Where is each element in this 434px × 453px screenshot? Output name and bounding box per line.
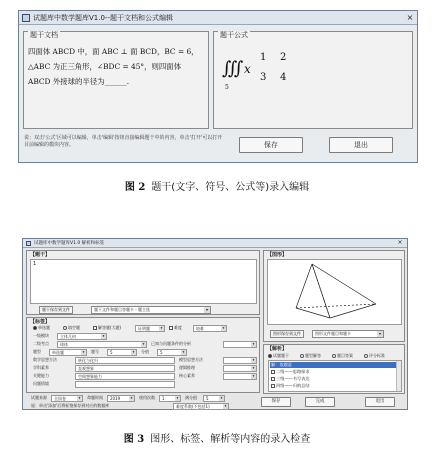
hint-text: 说：双击'公式'区域可以编辑，单击'编辑'按钮直接编辑题干中的内容，单击'打开'可以打开目前编辑的模块内容。 — [24, 135, 223, 148]
chevron-down-icon: ▾ — [205, 307, 208, 312]
title-bar — [23, 239, 407, 248]
stem-file-select[interactable] — [91, 306, 211, 314]
chevron-down-icon: ▾ — [222, 326, 225, 330]
app-icon — [22, 14, 30, 22]
caption-number: 图 3 — [123, 434, 145, 445]
stem-panel — [26, 250, 260, 315]
figure-caption-2 — [0, 178, 434, 193]
analysis-tab-solution[interactable]: 题型解答 — [300, 353, 321, 359]
figure-canvas[interactable] — [267, 259, 402, 325]
side-select[interactable] — [223, 357, 257, 364]
figure-file-select[interactable] — [312, 330, 384, 338]
list-item[interactable]: 三级——书写表达 — [271, 376, 310, 382]
analysis-tab-answer[interactable]: 题目答案 — [332, 353, 353, 359]
time-field[interactable]: 2019 ▾ — [107, 395, 135, 402]
row-label-ability: 关键能力 — [33, 373, 49, 378]
tetrahedron-figure — [268, 260, 401, 324]
difficulty-select[interactable]: 难度系数(不包括1) ▾ — [173, 403, 229, 410]
side-label: 模型思想方法 — [179, 357, 203, 362]
integral-subscript: 5 — [225, 84, 229, 91]
caption-text: 题干(文字、符号、公式等)录入编辑 — [151, 182, 310, 193]
number-label: 题号 — [91, 349, 99, 354]
analysis-panel-title: 【解析】 — [267, 346, 288, 352]
chevron-down-icon: ▾ — [142, 342, 145, 346]
side-select[interactable] — [223, 365, 257, 372]
analysis-panel — [263, 344, 405, 394]
formula-group-title: 题干公式 — [220, 31, 248, 39]
bottom-hint: 说：单击'添加'后将标签保存到对应的数据库 — [31, 403, 110, 408]
chevron-down-icon: ▾ — [82, 350, 85, 354]
chevron-down-icon: ▾ — [130, 396, 133, 400]
chevron-down-icon: ▾ — [252, 342, 255, 346]
row-label-chapter: 题型 — [33, 349, 41, 354]
usage-field[interactable]: 1 ▾ — [159, 395, 181, 402]
figure-panel — [263, 250, 405, 342]
side-label: 逻辑推理 — [179, 365, 195, 370]
stem-textarea[interactable] — [30, 259, 257, 304]
fullscore-label: 满分值 — [185, 395, 197, 400]
formula-editor-window — [18, 10, 418, 163]
stem-group — [23, 31, 209, 129]
formula-variable: x — [244, 62, 251, 76]
matrix-cell: 4 — [280, 72, 287, 83]
method-field[interactable]: 转化与化归 — [75, 357, 175, 364]
list-item[interactable]: 解：依题意 — [270, 362, 400, 368]
list-item[interactable]: 二级——思路探求 — [271, 369, 310, 375]
save-button[interactable]: 保存 — [261, 397, 291, 407]
close-icon[interactable]: × — [406, 12, 414, 22]
chevron-down-icon: ▾ — [132, 350, 135, 354]
formula-group — [213, 31, 413, 129]
save-button[interactable]: 保存 — [239, 137, 303, 153]
row-label-context: 问题情境 — [33, 381, 49, 386]
list-item[interactable]: 四级——归纳总结 — [271, 383, 310, 389]
figure-file-select-value: 图形文件题目和题卡 — [315, 331, 351, 336]
context-field[interactable] — [75, 381, 175, 388]
matrix-cell: 1 — [260, 52, 267, 63]
figure-save-button[interactable]: 图形保存到文件 — [270, 330, 304, 338]
tag-check-fill[interactable]: 填空题 — [63, 325, 80, 331]
tag-panel-title: 【标签】 — [30, 319, 51, 325]
score-field[interactable]: 5 ▾ — [157, 349, 187, 356]
ability-field[interactable]: 空间想象能力 — [75, 373, 175, 380]
tag-type-select[interactable]: 证明题 ▾ — [135, 325, 165, 332]
literacy-field[interactable]: 直观想象 — [75, 365, 175, 372]
chevron-down-icon: ▾ — [224, 404, 227, 408]
analysis-tab-scoring[interactable]: 评分标准 — [364, 353, 385, 359]
tag-check-answer[interactable]: 解答题(大题) — [93, 325, 121, 331]
stem-text-area[interactable]: 四面体 ABCD 中，面 ABC ⊥ 面 BCD，BC = 6，△ABC 为正三角形，∠BDC = 45°，则四面体 ABCD 外接球的半径为______. — [28, 47, 199, 86]
caption-number: 图 2 — [124, 182, 146, 193]
chevron-down-icon: ▾ — [252, 358, 255, 362]
time-label: 命题时间 — [87, 395, 103, 400]
caption-text: 图形、标签、解析等内容的录入检查 — [150, 434, 311, 445]
side-label: 核心素养 — [179, 373, 195, 378]
type-field[interactable]: 单选题 ▾ — [49, 349, 87, 356]
topic-select[interactable]: 球体 ▾ — [57, 341, 147, 348]
finish-button[interactable]: 完成 — [305, 397, 335, 407]
side-select[interactable] — [223, 373, 257, 380]
matrix-cell: 2 — [280, 52, 287, 63]
figure-panel-title: 【图形】 — [267, 252, 288, 258]
app-icon — [26, 241, 31, 246]
chevron-down-icon: ▾ — [176, 396, 179, 400]
source-field[interactable]: 全国卷 ▾ — [51, 395, 83, 402]
fullscore-field[interactable]: 5 ▾ — [203, 395, 225, 402]
chevron-down-icon: ▾ — [378, 331, 381, 336]
window-title: 试题库中数学题库V1.0 解析和标签 — [34, 241, 105, 246]
chevron-down-icon: ▾ — [252, 374, 255, 378]
score-label: 分值 — [141, 349, 149, 354]
exit-button[interactable]: 退出 — [365, 397, 395, 407]
side-select[interactable] — [223, 341, 257, 348]
exit-button[interactable]: 退出 — [329, 137, 393, 153]
chevron-down-icon: ▾ — [220, 396, 223, 400]
analysis-list[interactable] — [268, 360, 402, 392]
chevron-down-icon: ▾ — [252, 366, 255, 370]
window-title: 试题库中数学题库V1.0--题干文档和公式编辑 — [33, 13, 173, 22]
figure-caption-3 — [0, 430, 434, 445]
chevron-down-icon: ▾ — [102, 334, 105, 338]
title-bar — [19, 11, 417, 25]
stem-panel-title: 【题干】 — [30, 252, 51, 258]
stem-group-title: 题干文档 — [30, 31, 58, 39]
chevron-down-icon: ▾ — [160, 326, 163, 330]
row-label-module: 一级模块 — [33, 333, 49, 338]
source-label: 试题来源 — [31, 395, 47, 400]
tag-check-single[interactable]: 单选题 — [33, 325, 50, 331]
tag-check-level[interactable]: 难度 — [169, 325, 182, 331]
triple-integral-symbol: ∭ — [222, 58, 241, 79]
close-icon[interactable]: × — [397, 239, 403, 246]
row-label-topic: 二级考点 — [33, 341, 49, 346]
scrollbar[interactable] — [396, 361, 401, 391]
row-label-method: 数学思想方法 — [33, 357, 57, 362]
row-label-literacy: 学科素养 — [33, 365, 49, 370]
chevron-down-icon: ▾ — [78, 396, 81, 400]
formula-area[interactable] — [222, 50, 302, 94]
usage-label: 使用次数 — [139, 395, 155, 400]
tag-panel — [26, 317, 260, 393]
number-field[interactable]: 5 ▾ — [107, 349, 137, 356]
stem-content: 1 — [33, 261, 37, 267]
chevron-down-icon: ▾ — [182, 350, 185, 354]
tag-analysis-window — [22, 238, 408, 410]
analysis-tab-stem[interactable]: 试题题干 — [268, 353, 289, 359]
matrix-cell: 3 — [260, 72, 267, 83]
stem-file-select-value: 题干文件和题目答题卡 - 题主选 — [94, 307, 150, 312]
side-label: 已知与问题条件的分析 — [151, 341, 191, 346]
stem-save-button[interactable]: 题干保存到文件 — [39, 306, 73, 314]
tag-level-select[interactable]: 较难 ▾ — [193, 325, 227, 332]
module-select[interactable]: 立体几何 ▾ — [57, 333, 107, 340]
